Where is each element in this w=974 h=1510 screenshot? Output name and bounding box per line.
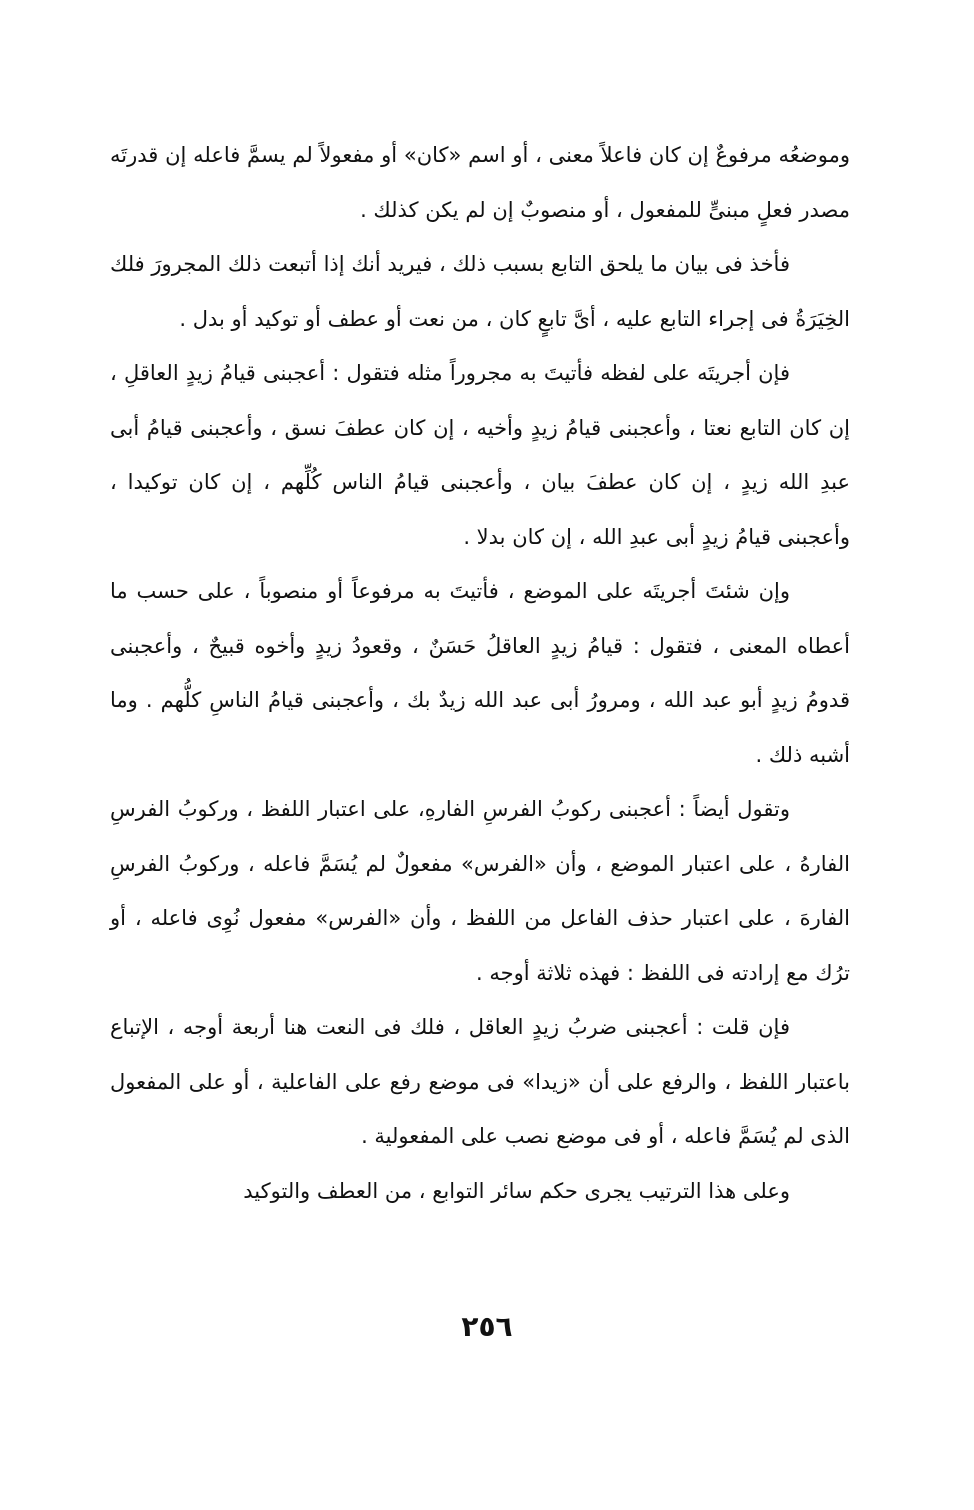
paragraph-6: فإن قلت : أعجبنى ضربُ زيدٍ العاقل ، فلك فى النعت هنا أربعة أوجه ، الإتباع باعتبار اللفظ ، والرفع على أن «زيدا» فى موضع رفع على الفاعلية ، أو على المفعول الذى لم يُسَمَّ فاعله ، أو فى موضع نصب على المفعولية . bbox=[110, 1015, 850, 1148]
paragraph-1: وموضعُه مرفوعٌ إن كان فاعلاً معنى ، أو اسم «كان» أو مفعولاً لم يسمَّ فاعله إن قدرتَه مصدر فعلٍ مبنىٍّ للمفعول ، أو منصوبٌ إن لم يكن كذلك . bbox=[110, 143, 850, 222]
paragraph-3: فإن أجريتَه على لفظه فأتيتَ به مجروراً مثله فتقول : أعجبنى قيامُ زيدٍ العاقلِ ، إن كان التابع نعتا ، وأعجبنى قيامُ زيدٍ وأخيه ، إن كان عطفَ نسق ، وأعجبنى قيامُ أبى عبدِ الله زيدٍ ، إن كان عطفَ بيان ، وأعجبنى قيامُ الناس كُلِّهم ، إن كان توكيدا ، وأعجبنى قيامُ زيدٍ أبى عبدِ الله ، إن كان بدلا . bbox=[110, 361, 850, 549]
paragraph-2: فأخذ فى بيان ما يلحق التابع بسبب ذلك ، فيريد أنك إذا أتبعت ذلك المجرورَ فلك الخِيَرَةُ فى إجراء التابع عليه ، أىَّ تابعٍ كان ، من نعت أو عطف أو توكيد أو بدل . bbox=[110, 252, 850, 331]
paragraph-7: وعلى هذا الترتيب يجرى حكم سائر التوابع ، من العطف والتوكيد bbox=[243, 1178, 790, 1203]
page-number: ٢٥٦ bbox=[461, 1310, 513, 1343]
body-text bbox=[110, 128, 850, 1218]
paragraph-4: وإن شئتَ أجريتَه على الموضع ، فأتيتَ به مرفوعاً أو منصوباً ، على حسب ما أعطاه المعنى ، فتقول : قيامُ زيدٍ العاقلُ حَسَنٌ ، وقعودُ زيدٍ وأخوه قبيحٌ ، وأعجبنى قدومُ زيدٍ أبو عبد الله ، ومرورُ أبى عبد الله زيدٌ بك ، وأعجبنى قيامُ الناسِ كلُّهم . وما أشبه ذلك . bbox=[110, 579, 850, 767]
paragraph-5: وتقول أيضاً : أعجبنى ركوبُ الفرسِ الفارهِ، على اعتبار اللفظ ، وركوبُ الفرسِ الفارهُ ، على اعتبار الموضع ، وأن «الفرس» مفعولٌ لم يُسَمَّ فاعله ، وركوبُ الفرسِ الفارهَ ، على اعتبار حذف الفاعل من اللفظ ، وأن «الفرس» مفعول نُوِى فاعله ، أو ترُك مع إرادته فى اللفظ : فهذه ثلاثة أوجه . bbox=[110, 797, 850, 985]
